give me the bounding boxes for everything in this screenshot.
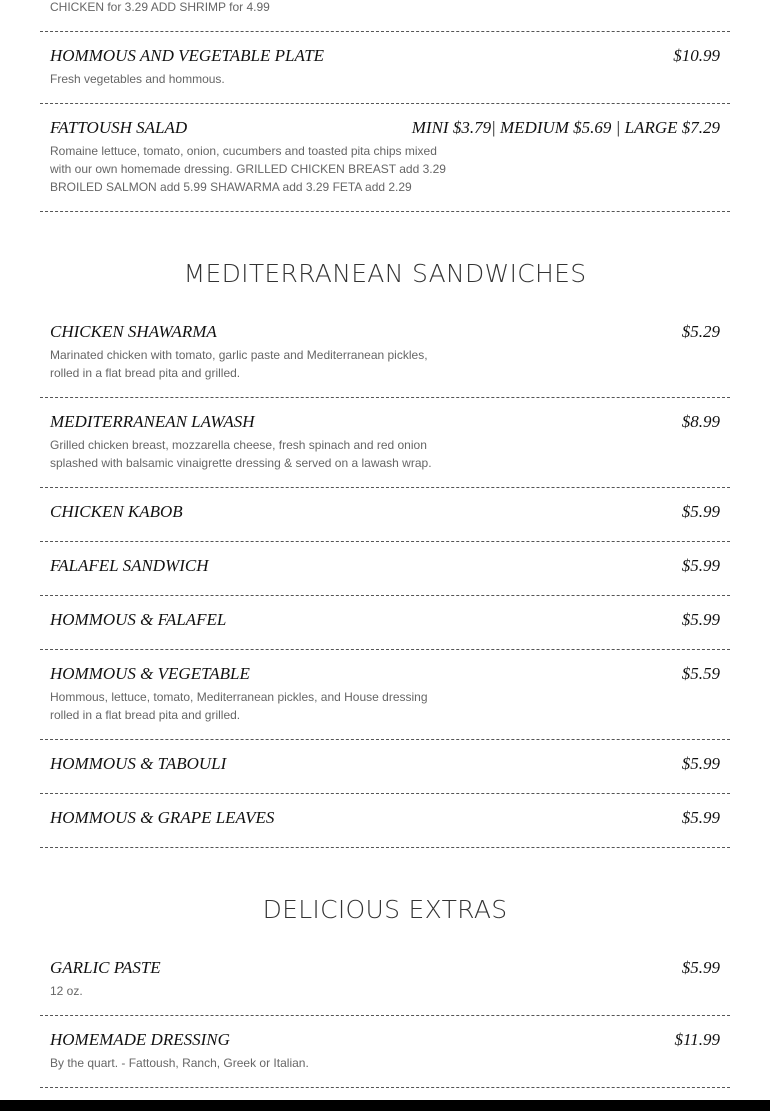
menu-item-description: Romaine lettuce, tomato, onion, cucumbers and toasted pita chips mixed with our own homemade dressing. GRILLED CHICKEN BREAST add 3.29 BROILED SALMON add 5.99 SHAWARMA add 3.29 FETA add 2.29 [50, 144, 446, 194]
menu-item-chicken-kabob [40, 488, 730, 542]
section-title-extras: DELICIOUS EXTRAS [262, 895, 508, 924]
menu-item-price: $5.99 [681, 556, 720, 575]
menu-item-falafel-sandwich [40, 542, 730, 596]
menu-item-name: CHICKEN KABOB [50, 502, 183, 521]
menu-item-description: Marinated chicken with tomato, garlic paste and Mediterranean pickles, rolled in a flat bread pita and grilled. [50, 348, 428, 380]
menu-item-price: $5.99 [681, 610, 720, 629]
menu-item-description: 12 oz. [50, 984, 83, 998]
menu-item-price: MINI $3.79| MEDIUM $5.69 | LARGE $7.29 [411, 118, 720, 137]
menu-item-hommous-vegetable-plate [40, 32, 730, 104]
menu-item-name: FATTOUSH SALAD [50, 118, 188, 137]
menu-item-price: $8.99 [681, 412, 720, 431]
menu-item-price: $5.29 [681, 322, 720, 341]
menu-item-hommous-grape-leaves [40, 794, 730, 848]
menu-item-fattoush-salad [40, 104, 730, 212]
menu-item-name: CHICKEN SHAWARMA [50, 322, 217, 341]
menu-item-chicken-shawarma [40, 308, 730, 398]
menu-item-description: Grilled chicken breast, mozzarella cheese, fresh spinach and red onion splashed with balsamic vinaigrette dressing & served on a lawash wrap. [50, 438, 432, 470]
menu-item-name: HOMMOUS & FALAFEL [50, 610, 227, 629]
menu-item-name: GARLIC PASTE [50, 958, 161, 977]
menu-item-name: HOMMOUS AND VEGETABLE PLATE [50, 46, 325, 65]
menu-item-homemade-dressing [40, 1016, 730, 1088]
menu-item-price: $5.99 [681, 808, 720, 827]
menu-item-hommous-falafel [40, 596, 730, 650]
menu-item-price: $11.99 [674, 1030, 720, 1049]
menu-item-mediterranean-lawash [40, 398, 730, 488]
menu-item-hommous-vegetable [40, 650, 730, 740]
menu-item-description: Hommous, lettuce, tomato, Mediterranean pickles, and House dressing rolled in a flat bread pita and grilled. [50, 690, 428, 722]
menu-item-price: $5.59 [681, 664, 720, 683]
footer-bar [0, 1100, 770, 1111]
section-title-sandwiches: MEDITERRANEAN SANDWICHES [183, 259, 587, 288]
menu-item-price: $5.99 [681, 958, 720, 977]
menu-item-price: $10.99 [673, 46, 720, 65]
menu-item-name: HOMMOUS & GRAPE LEAVES [50, 808, 275, 827]
menu-item-description: CHICKEN for 3.29 ADD SHRIMP for 4.99 [50, 0, 270, 14]
menu-item-name: FALAFEL SANDWICH [50, 556, 209, 575]
menu-item-name: MEDITERRANEAN LAWASH [50, 412, 255, 431]
menu-item-description: Fresh vegetables and hommous. [50, 72, 225, 86]
menu-item-name: HOMMOUS & VEGETABLE [50, 664, 250, 683]
menu-item-name: HOMEMADE DRESSING [50, 1030, 230, 1049]
menu-item-description: By the quart. - Fattoush, Ranch, Greek or Italian. [50, 1056, 309, 1070]
menu-item-price: $5.99 [681, 502, 720, 521]
menu-item-hommous-tabouli [40, 740, 730, 794]
menu-item-price: $5.99 [681, 754, 720, 773]
menu-item-partial [40, 0, 730, 32]
menu-item-name: HOMMOUS & TABOULI [50, 754, 227, 773]
menu-item-garlic-paste [40, 944, 730, 1016]
